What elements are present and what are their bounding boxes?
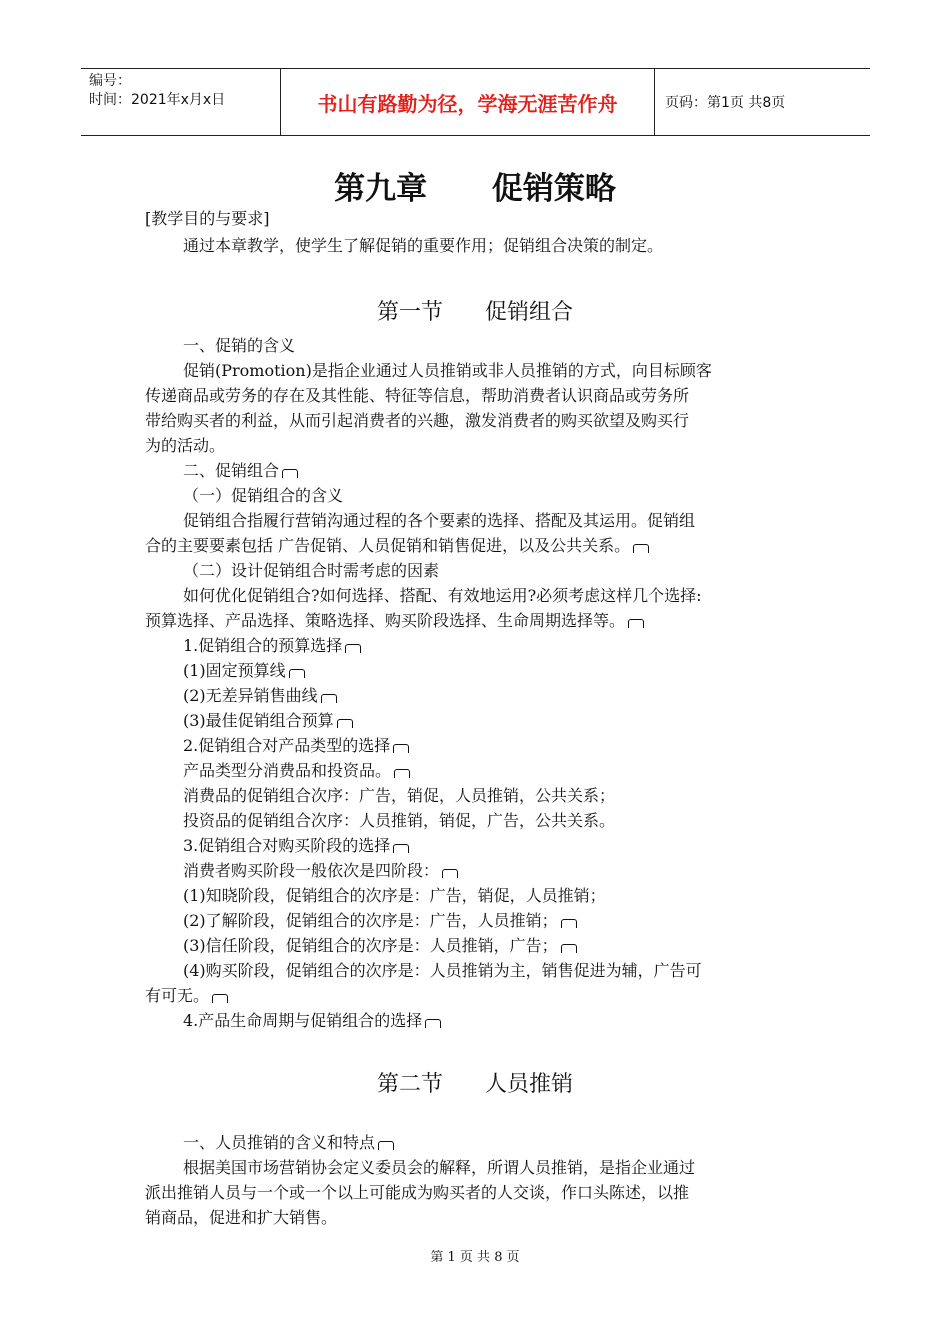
paragraph-line: 合的主要要素包括 广告促销、人员促销和销售促进，以及公共关系。 bbox=[145, 534, 649, 558]
paragraph-line: 传递商品或劳务的存在及其性能、特征等信息，帮助消费者认识商品或劳务所 bbox=[145, 386, 690, 405]
paragraph-line: 预算选择、产品选择、策略选择、购买阶段选择、生命周期选择等。 bbox=[145, 609, 644, 633]
paragraph-line: 投资品的促销组合次序：人员推销，销促，广告，公共关系。 bbox=[183, 811, 616, 830]
paragraph-line: 有可无。 bbox=[145, 984, 228, 1008]
header-page-info: 页码：第1页 共8页 bbox=[665, 95, 786, 111]
paragraph-mark-icon bbox=[561, 919, 577, 928]
paragraph-line: （二）设计促销组合时需考虑的因素 bbox=[183, 561, 440, 580]
paragraph-mark-icon bbox=[394, 769, 410, 778]
paragraph-line: (1)知晓阶段，促销组合的次序是：广告，销促，人员推销； bbox=[183, 886, 606, 905]
section-1-title: 第一节 促销组合 bbox=[377, 300, 573, 325]
paragraph-line: 促销(Promotion)是指企业通过人员推销或非人员推销的方式，向目标顾客 bbox=[183, 361, 712, 380]
paragraph-mark-icon bbox=[633, 544, 649, 553]
paragraph-line: 1.促销组合的预算选择 bbox=[183, 634, 361, 658]
header-meta bbox=[81, 69, 281, 135]
paragraph-line: 4.产品生命周期与促销组合的选择 bbox=[183, 1009, 441, 1033]
paragraph-line: (2)无差异销售曲线 bbox=[183, 684, 337, 708]
page-header bbox=[81, 68, 870, 136]
paragraph-line: 消费品的促销组合次序：广告，销促，人员推销，公共关系； bbox=[183, 786, 616, 805]
paragraph-line: (2)了解阶段，促销组合的次序是：广告，人员推销； bbox=[183, 909, 577, 933]
section-2-title: 第二节 人员推销 bbox=[377, 1072, 573, 1097]
paragraph-mark-icon bbox=[321, 694, 337, 703]
paragraph-line: 产品类型分消费品和投资品。 bbox=[183, 759, 410, 783]
paragraph-line: (1)固定预算线 bbox=[183, 659, 305, 683]
document-date: 时间：2021年x月x日 bbox=[89, 92, 226, 108]
paragraph-mark-icon bbox=[628, 619, 644, 628]
header-motto: 书山有路勤为径，学海无涯苦作舟 bbox=[281, 69, 655, 135]
paragraph-line: (4)购买阶段，促销组合的次序是：人员推销为主，销售促进为辅，广告可 bbox=[183, 961, 702, 980]
paragraph-line: 二、促销组合 bbox=[183, 459, 298, 483]
objectives-heading: [教学目的与要求] bbox=[145, 209, 270, 228]
chapter-title: 第九章 促销策略 bbox=[334, 171, 616, 207]
paragraph-mark-icon bbox=[393, 844, 409, 853]
paragraph-line: （一）促销组合的含义 bbox=[183, 486, 344, 505]
paragraph-mark-icon bbox=[289, 669, 305, 678]
objectives-text: 通过本章教学，使学生了解促销的重要作用；促销组合决策的制定。 bbox=[183, 236, 664, 255]
paragraph-mark-icon bbox=[425, 1019, 441, 1028]
paragraph-line: 促销组合指履行营销沟通过程的各个要素的选择、搭配及其运用。促销组 bbox=[183, 511, 696, 530]
paragraph-mark-icon bbox=[282, 469, 298, 478]
paragraph-line: 如何优化促销组合?如何选择、搭配、有效地运用?必须考虑这样几个选择: bbox=[183, 586, 702, 605]
paragraph-mark-icon bbox=[561, 944, 577, 953]
paragraph-mark-icon bbox=[212, 994, 228, 1003]
paragraph-line: 派出推销人员与一个或一个以上可能成为购买者的人交谈，作口头陈述，以推 bbox=[145, 1183, 690, 1202]
paragraph-line: 一、促销的含义 bbox=[183, 336, 296, 355]
paragraph-mark-icon bbox=[442, 869, 458, 878]
paragraph-line: 为的活动。 bbox=[145, 436, 226, 455]
page-footer: 第 1 页 共 8 页 bbox=[430, 1250, 520, 1265]
paragraph-mark-icon bbox=[393, 744, 409, 753]
paragraph-mark-icon bbox=[337, 719, 353, 728]
paragraph-line: 消费者购买阶段一般依次是四阶段： bbox=[183, 859, 458, 883]
paragraph-line: (3)最佳促销组合预算 bbox=[183, 709, 353, 733]
document-number-label: 编号： bbox=[89, 73, 131, 89]
paragraph-line: (3)信任阶段，促销组合的次序是：人员推销，广告； bbox=[183, 934, 577, 958]
paragraph-line: 销商品，促进和扩大销售。 bbox=[145, 1208, 338, 1227]
paragraph-line: 根据美国市场营销协会定义委员会的解释，所谓人员推销，是指企业通过 bbox=[183, 1158, 696, 1177]
paragraph-line: 3.促销组合对购买阶段的选择 bbox=[183, 834, 409, 858]
paragraph-mark-icon bbox=[345, 644, 361, 653]
paragraph-line: 一、人员推销的含义和特点 bbox=[183, 1131, 394, 1155]
paragraph-line: 2.促销组合对产品类型的选择 bbox=[183, 734, 409, 758]
paragraph-mark-icon bbox=[378, 1141, 394, 1150]
paragraph-line: 带给购买者的利益，从而引起消费者的兴趣，激发消费者的购买欲望及购买行 bbox=[145, 411, 690, 430]
